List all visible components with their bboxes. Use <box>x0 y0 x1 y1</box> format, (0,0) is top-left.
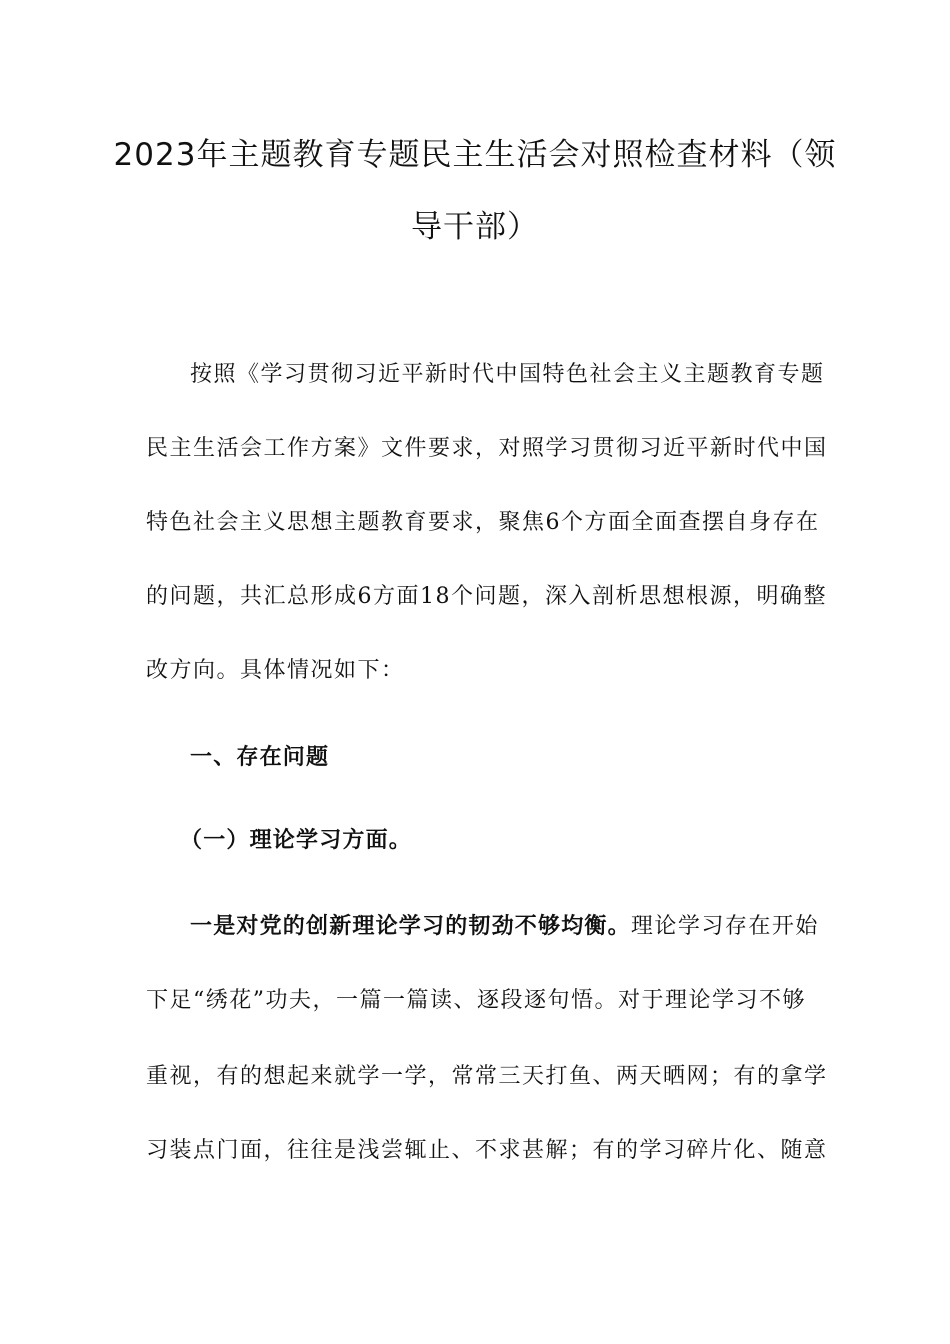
intro-paragraph-line: 特色社会主义思想主题教育要求，聚焦6个方面全面查摆自身存在 <box>146 510 820 535</box>
intro-paragraph-line: 按照《学习贯彻习近平新时代中国特色社会主义主题教育专题 <box>190 362 825 387</box>
point-paragraph-line: 习装点门面，往往是浅尝辄止、不求甚解；有的学习碎片化、随意 <box>146 1138 828 1163</box>
intro-paragraph-line: 民主生活会工作方案》文件要求，对照学习贯彻习近平新时代中国 <box>146 436 828 461</box>
point-lead-sentence: 一是对党的创新理论学习的韧劲不够均衡。 <box>190 914 631 939</box>
point-text: 理论学习存在开始 <box>630 914 819 939</box>
point-paragraph-line: 重视，有的想起来就学一学，常常三天打鱼、两天晒网；有的拿学 <box>146 1064 828 1089</box>
document-title-line-1: 2023年主题教育专题民主生活会对照检查材料（领 <box>113 137 837 173</box>
intro-paragraph-line: 改方向。具体情况如下： <box>146 658 405 683</box>
document-title-line-2: 导干部） <box>411 209 539 245</box>
point-paragraph-line: 下足“绣花”功夫，一篇一篇读、逐段逐句悟。对于理论学习不够 <box>146 988 806 1013</box>
intro-paragraph-line: 的问题，共汇总形成6方面18个问题，深入剖析思想根源，明确整 <box>146 584 827 609</box>
section-heading: 一、存在问题 <box>190 745 330 770</box>
point-paragraph-line <box>190 912 819 942</box>
subsection-heading: （一）理论学习方面。 <box>180 828 413 853</box>
